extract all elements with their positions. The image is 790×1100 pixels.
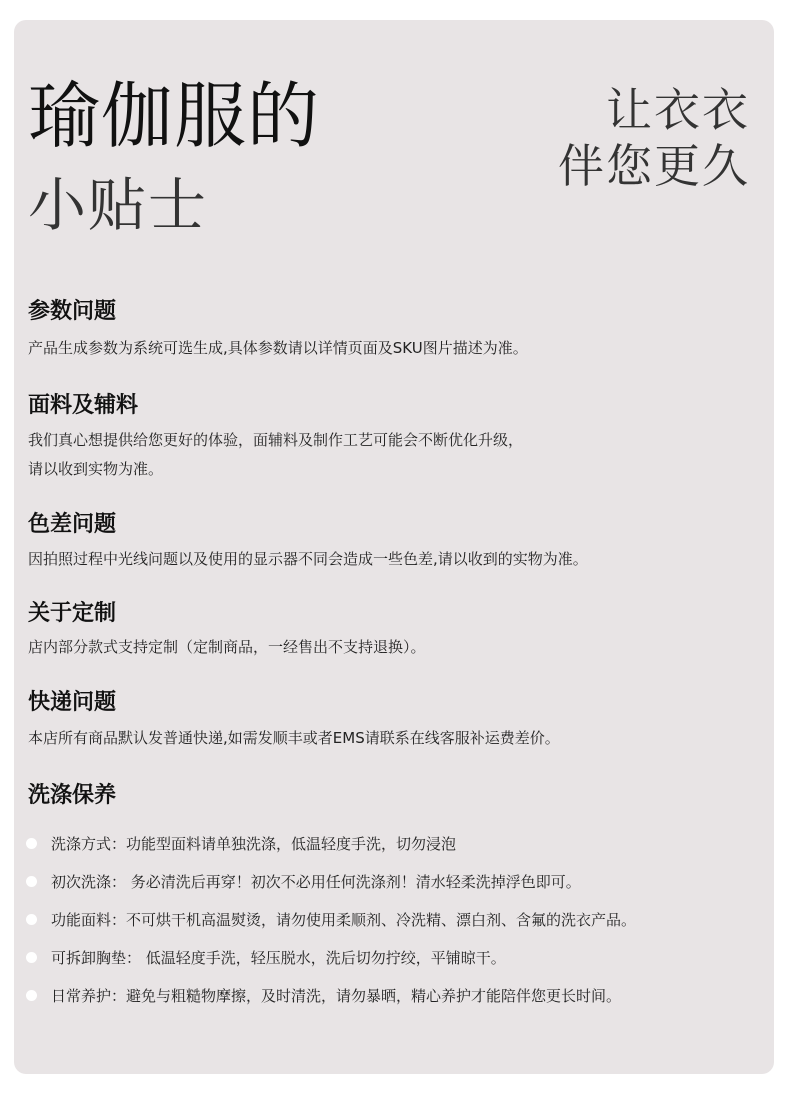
section-title-fabric: 面料及辅料	[28, 393, 139, 418]
list-item	[26, 938, 636, 976]
section-body-color: 因拍照过程中光线问题以及使用的显示器不同会造成一些色差,请以收到的实物为准。	[28, 550, 588, 568]
care-item-text: 日常养护：避免与粗糙物摩擦，及时清洗，请勿暴晒，精心养护才能陪伴您更长时间。	[51, 986, 622, 1005]
page-title: 瑜伽服的	[28, 74, 321, 158]
care-item-text: 洗涤方式：功能型面料请单独洗涤，低温轻度手洗，切勿浸泡	[51, 834, 457, 853]
section-body-params: 产品生成参数为系统可选生成,具体参数请以详情页面及SKU图片描述为准。	[28, 339, 528, 357]
section-title-color: 色差问题	[28, 512, 117, 537]
bullet-dot-icon	[26, 990, 37, 1001]
care-item-text: 初次洗涤： 务必清洗后再穿！初次不必用任何洗涤剂！清水轻柔洗掉浮色即可。	[51, 872, 581, 891]
fabric-line-2: 请以收到实物为准。	[28, 460, 164, 478]
section-body-custom: 店内部分款式支持定制（定制商品，一经售出不支持退换）。	[28, 638, 426, 656]
slogan-line-2: 伴您更久	[558, 139, 750, 193]
list-item	[26, 900, 636, 938]
section-title-params: 参数问题	[28, 299, 117, 324]
bullet-dot-icon	[26, 952, 37, 963]
section-title-custom: 关于定制	[28, 601, 117, 626]
list-item	[26, 824, 636, 862]
section-body-shipping: 本店所有商品默认发普通快递,如需发顺丰或者EMS请联系在线客服补运费差价。	[28, 729, 560, 747]
list-item	[26, 976, 636, 1014]
section-title-shipping: 快递问题	[28, 690, 117, 715]
slogan	[558, 82, 750, 194]
bullet-dot-icon	[26, 876, 37, 887]
bullet-dot-icon	[26, 914, 37, 925]
list-item	[26, 862, 636, 900]
care-item-text: 功能面料：不可烘干机高温熨烫，请勿使用柔顺剂、冷洗精、漂白剂、含氟的洗衣产品。	[51, 910, 637, 929]
care-item-text: 可拆卸胸垫： 低温轻度手洗，轻压脱水，洗后切勿拧绞，平铺晾干。	[51, 948, 506, 967]
care-list	[26, 824, 636, 1014]
section-body-fabric	[28, 426, 523, 484]
slogan-line-1: 让衣衣	[606, 83, 750, 137]
page-subtitle: 小贴士	[28, 171, 209, 239]
bullet-dot-icon	[26, 838, 37, 849]
fabric-line-1: 我们真心想提供给您更好的体验，面辅料及制作工艺可能会不断优化升级，	[28, 431, 524, 449]
section-title-care: 洗涤保养	[28, 783, 117, 808]
